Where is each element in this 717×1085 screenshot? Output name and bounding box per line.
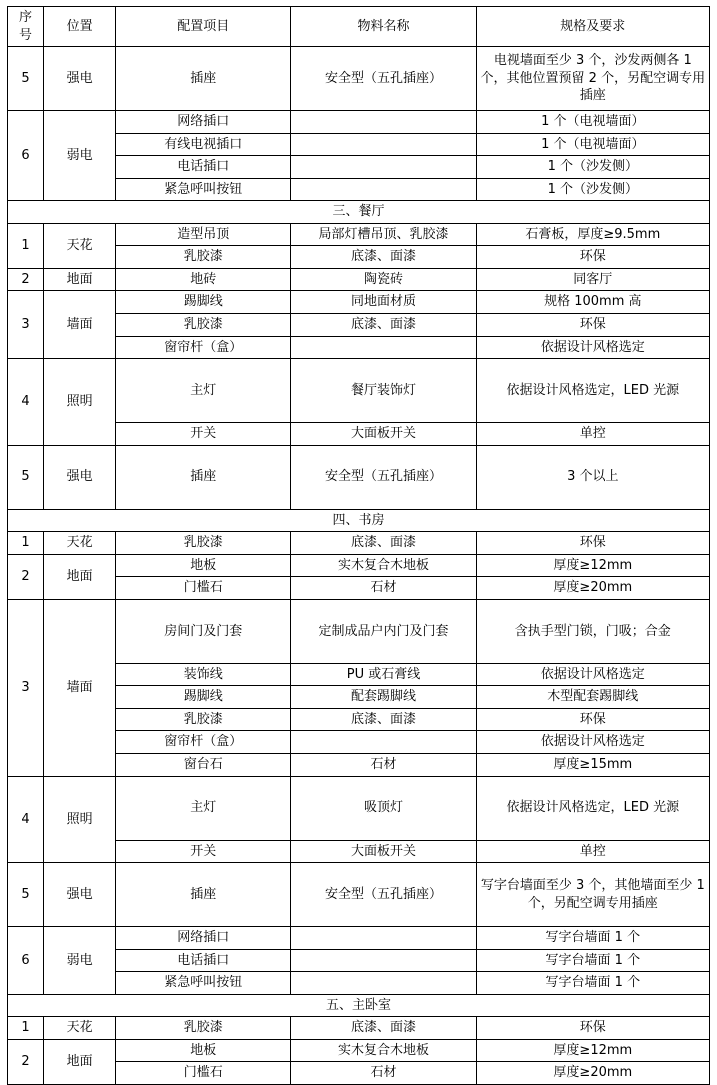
cell-item: 乳胶漆 <box>116 246 291 269</box>
cell-item: 地板 <box>116 1039 291 1062</box>
cell-location: 地面 <box>44 1039 116 1084</box>
cell-material <box>291 178 476 201</box>
table-header <box>8 7 710 47</box>
cell-location: 地面 <box>44 268 116 291</box>
cell-spec: 环保 <box>476 708 709 731</box>
cell-material <box>291 972 476 995</box>
cell-spec: 厚度≥12mm <box>476 554 709 577</box>
cell-location: 照明 <box>44 776 116 863</box>
cell-no: 1 <box>8 223 44 268</box>
table-row <box>8 554 710 577</box>
table-row <box>8 1039 710 1062</box>
cell-item: 踢脚线 <box>116 686 291 709</box>
cell-material: 石材 <box>291 577 476 600</box>
cell-spec: 厚度≥15mm <box>476 754 709 777</box>
cell-item: 门槛石 <box>116 1062 291 1085</box>
cell-material <box>291 336 476 359</box>
cell-spec: 厚度≥12mm <box>476 1039 709 1062</box>
section-row <box>8 994 710 1017</box>
cell-material: 同地面材质 <box>291 291 476 314</box>
cell-no: 1 <box>8 1017 44 1040</box>
cell-spec: 1 个（沙发侧） <box>476 178 709 201</box>
cell-no: 5 <box>8 445 44 509</box>
column-header-no: 序 号 <box>8 7 44 47</box>
cell-item: 紧急呼叫按钮 <box>116 178 291 201</box>
cell-item: 乳胶漆 <box>116 314 291 337</box>
section-title: 三、餐厅 <box>8 201 710 224</box>
cell-material <box>291 156 476 179</box>
cell-material: 实木复合木地板 <box>291 1039 476 1062</box>
section-row <box>8 201 710 224</box>
cell-spec: 石膏板，厚度≥9.5mm <box>476 223 709 246</box>
cell-location: 弱电 <box>44 111 116 201</box>
cell-item: 电话插口 <box>116 156 291 179</box>
cell-material: 餐厅装饰灯 <box>291 359 476 423</box>
cell-spec: 写字台墙面 1 个 <box>476 972 709 995</box>
table-row <box>8 445 710 509</box>
cell-item: 开关 <box>116 423 291 446</box>
section-title: 五、主卧室 <box>8 994 710 1017</box>
table-body <box>8 47 710 1085</box>
cell-item: 有线电视插口 <box>116 133 291 156</box>
cell-no: 4 <box>8 359 44 446</box>
cell-spec: 同客厅 <box>476 268 709 291</box>
cell-item: 造型吊顶 <box>116 223 291 246</box>
cell-item: 插座 <box>116 445 291 509</box>
cell-location: 墙面 <box>44 599 116 776</box>
cell-spec: 1 个（电视墙面） <box>476 133 709 156</box>
cell-location: 地面 <box>44 554 116 599</box>
cell-item: 插座 <box>116 47 291 111</box>
cell-material: 吸顶灯 <box>291 776 476 840</box>
table-row <box>8 111 710 134</box>
cell-material: 底漆、面漆 <box>291 246 476 269</box>
table-row <box>8 532 710 555</box>
cell-material: 安全型（五孔插座） <box>291 47 476 111</box>
cell-spec: 环保 <box>476 1017 709 1040</box>
cell-spec: 依据设计风格选定 <box>476 731 709 754</box>
cell-material: 底漆、面漆 <box>291 708 476 731</box>
cell-spec: 1 个（电视墙面） <box>476 111 709 134</box>
cell-item: 门槛石 <box>116 577 291 600</box>
cell-no: 4 <box>8 776 44 863</box>
cell-location: 弱电 <box>44 927 116 995</box>
column-header-material: 物料名称 <box>291 7 476 47</box>
cell-item: 主灯 <box>116 359 291 423</box>
table-row <box>8 1017 710 1040</box>
cell-material <box>291 133 476 156</box>
cell-item: 主灯 <box>116 776 291 840</box>
cell-no: 3 <box>8 291 44 359</box>
cell-item: 乳胶漆 <box>116 1017 291 1040</box>
cell-spec: 依据设计风格选定，LED 光源 <box>476 359 709 423</box>
column-header-spec: 规格及要求 <box>476 7 709 47</box>
cell-spec: 环保 <box>476 532 709 555</box>
cell-item: 装饰线 <box>116 663 291 686</box>
cell-spec: 环保 <box>476 246 709 269</box>
cell-location: 强电 <box>44 863 116 927</box>
cell-material: 局部灯槽吊顶、乳胶漆 <box>291 223 476 246</box>
cell-material <box>291 927 476 950</box>
cell-item: 网络插口 <box>116 111 291 134</box>
cell-item: 网络插口 <box>116 927 291 950</box>
cell-spec: 单控 <box>476 423 709 446</box>
specification-table <box>7 6 710 1085</box>
document-page <box>0 6 717 1081</box>
table-row <box>8 291 710 314</box>
cell-spec: 含执手型门锁，门吸；合金 <box>476 599 709 663</box>
cell-no: 6 <box>8 111 44 201</box>
cell-spec: 依据设计风格选定，LED 光源 <box>476 776 709 840</box>
cell-material <box>291 731 476 754</box>
cell-item: 乳胶漆 <box>116 708 291 731</box>
cell-location: 强电 <box>44 445 116 509</box>
cell-location: 照明 <box>44 359 116 446</box>
cell-no: 1 <box>8 532 44 555</box>
cell-item: 房间门及门套 <box>116 599 291 663</box>
cell-spec: 写字台墙面 1 个 <box>476 949 709 972</box>
table-row <box>8 776 710 840</box>
cell-location: 强电 <box>44 47 116 111</box>
cell-no: 5 <box>8 863 44 927</box>
section-row <box>8 509 710 532</box>
cell-no: 2 <box>8 1039 44 1084</box>
cell-no: 2 <box>8 268 44 291</box>
cell-location: 天花 <box>44 1017 116 1040</box>
cell-no: 6 <box>8 927 44 995</box>
cell-location: 墙面 <box>44 291 116 359</box>
cell-spec: 依据设计风格选定 <box>476 336 709 359</box>
cell-item: 地板 <box>116 554 291 577</box>
table-row <box>8 599 710 663</box>
cell-item: 乳胶漆 <box>116 532 291 555</box>
cell-location: 天花 <box>44 532 116 555</box>
cell-spec: 厚度≥20mm <box>476 1062 709 1085</box>
cell-item: 开关 <box>116 840 291 863</box>
cell-material: 实木复合木地板 <box>291 554 476 577</box>
cell-material: 石材 <box>291 1062 476 1085</box>
cell-item: 窗台石 <box>116 754 291 777</box>
cell-spec: 依据设计风格选定 <box>476 663 709 686</box>
cell-material <box>291 111 476 134</box>
section-title: 四、书房 <box>8 509 710 532</box>
cell-material: 石材 <box>291 754 476 777</box>
cell-no: 5 <box>8 47 44 111</box>
cell-item: 踢脚线 <box>116 291 291 314</box>
cell-no: 2 <box>8 554 44 599</box>
cell-material: 底漆、面漆 <box>291 532 476 555</box>
cell-material: 底漆、面漆 <box>291 1017 476 1040</box>
table-row <box>8 47 710 111</box>
cell-spec: 1 个（沙发侧） <box>476 156 709 179</box>
cell-spec: 写字台墙面 1 个 <box>476 927 709 950</box>
column-header-item: 配置项目 <box>116 7 291 47</box>
cell-material: 陶瓷砖 <box>291 268 476 291</box>
cell-spec: 单控 <box>476 840 709 863</box>
cell-item: 紧急呼叫按钮 <box>116 972 291 995</box>
cell-spec: 环保 <box>476 314 709 337</box>
cell-item: 窗帘杆（盒） <box>116 731 291 754</box>
cell-spec: 3 个以上 <box>476 445 709 509</box>
cell-no: 3 <box>8 599 44 776</box>
cell-material: 大面板开关 <box>291 840 476 863</box>
table-header-row <box>8 7 710 47</box>
table-row <box>8 359 710 423</box>
table-row <box>8 863 710 927</box>
cell-spec: 规格 100mm 高 <box>476 291 709 314</box>
cell-material: 大面板开关 <box>291 423 476 446</box>
cell-spec: 厚度≥20mm <box>476 577 709 600</box>
table-row <box>8 223 710 246</box>
table-row <box>8 927 710 950</box>
cell-item: 地砖 <box>116 268 291 291</box>
cell-spec: 电视墙面至少 3 个，沙发两侧各 1 个，其他位置预留 2 个，另配空调专用插座 <box>476 47 709 111</box>
cell-material: PU 或石膏线 <box>291 663 476 686</box>
cell-material: 底漆、面漆 <box>291 314 476 337</box>
cell-item: 窗帘杆（盒） <box>116 336 291 359</box>
cell-spec: 写字台墙面至少 3 个，其他墙面至少 1 个，另配空调专用插座 <box>476 863 709 927</box>
column-header-location: 位置 <box>44 7 116 47</box>
cell-material: 安全型（五孔插座） <box>291 445 476 509</box>
cell-location: 天花 <box>44 223 116 268</box>
cell-spec: 木型配套踢脚线 <box>476 686 709 709</box>
table-row <box>8 268 710 291</box>
cell-material: 定制成品户内门及门套 <box>291 599 476 663</box>
cell-material <box>291 949 476 972</box>
cell-item: 插座 <box>116 863 291 927</box>
cell-item: 电话插口 <box>116 949 291 972</box>
cell-material: 配套踢脚线 <box>291 686 476 709</box>
cell-material: 安全型（五孔插座） <box>291 863 476 927</box>
